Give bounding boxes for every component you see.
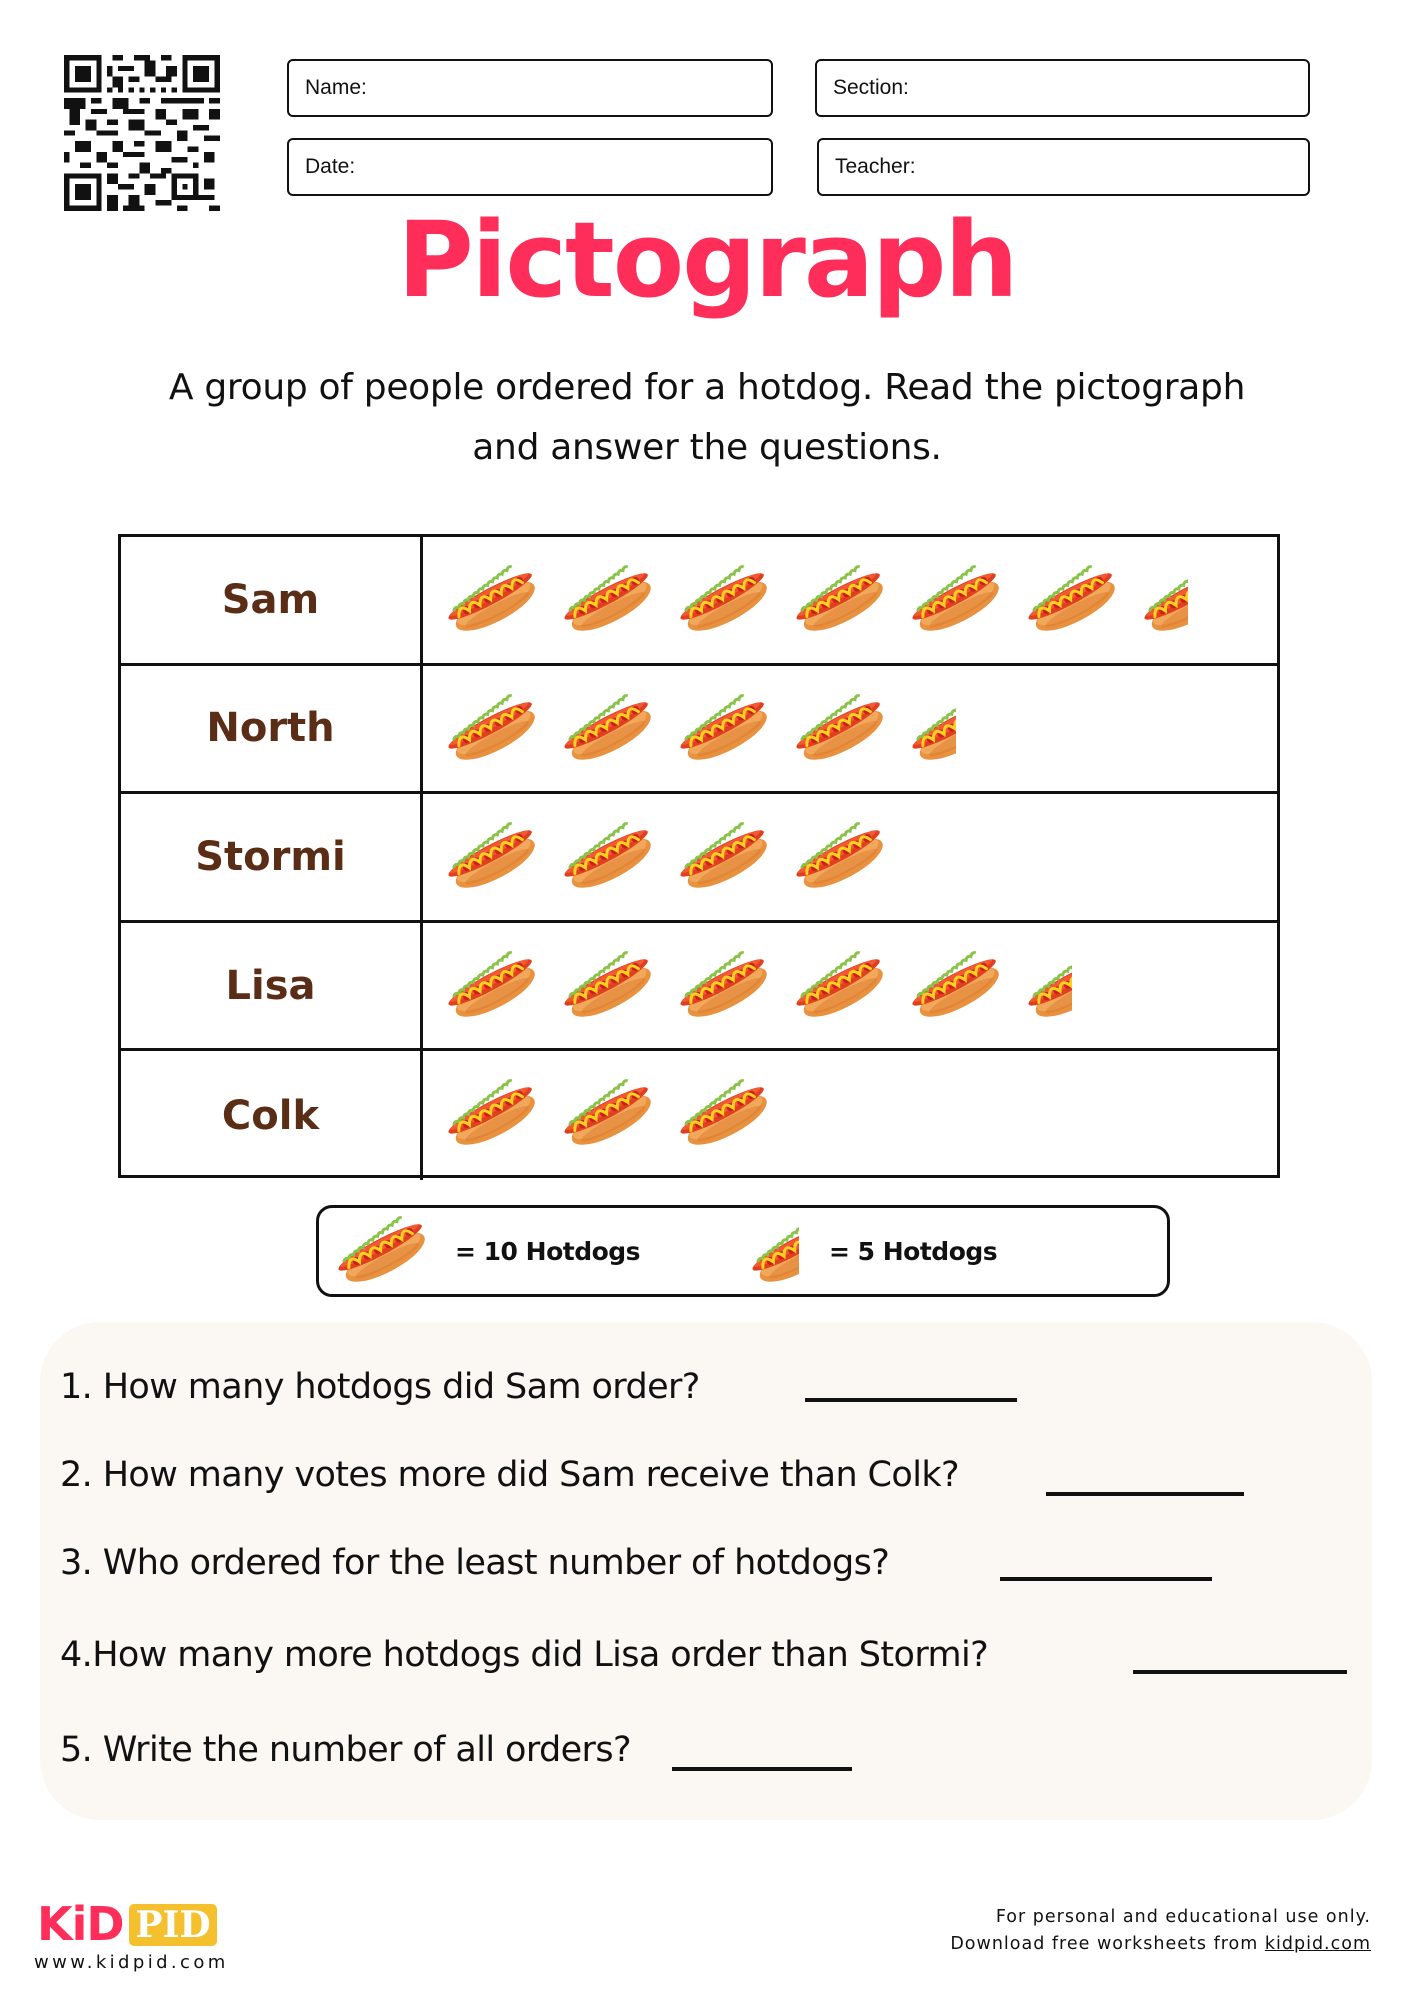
hotdog-icon [559, 947, 657, 1025]
logo-kid-text: KiD [37, 1897, 124, 1951]
hotdog-icon [559, 690, 657, 768]
hotdog-icon [791, 818, 889, 896]
pictograph-row-lisa [121, 923, 1277, 1052]
pictograph-row-colk [121, 1051, 1277, 1180]
hotdog-icon [791, 561, 889, 639]
date-field[interactable] [287, 138, 773, 196]
teacher-label: Teacher: [835, 155, 916, 178]
question-2: 2. How many votes more did Sam receive than Colk? [60, 1455, 959, 1495]
question-4: 4.How many more hotdogs did Lisa order than Stormi? [60, 1635, 989, 1675]
footer-note-line-2 [950, 1931, 1371, 1958]
hotdog-icon [443, 690, 541, 768]
qr-code [64, 55, 220, 211]
name-label: Name: [305, 76, 367, 99]
name-field[interactable] [287, 59, 773, 117]
question-1: 1. How many hotdogs did Sam order? [60, 1367, 700, 1407]
hotdog-icon [443, 1075, 541, 1153]
teacher-field[interactable] [817, 138, 1310, 196]
section-label: Section: [833, 76, 909, 99]
page-title: Pictograph [397, 199, 1017, 321]
hotdog-icon [443, 947, 541, 1025]
instructions-line-2: and answer the questions. [472, 427, 942, 468]
hotdog-icon [443, 561, 541, 639]
key-full-label: = 10 Hotdogs [455, 1236, 641, 1266]
answer-line-5[interactable] [672, 1767, 852, 1771]
footer-note [950, 1904, 1371, 1958]
answer-line-3[interactable] [1000, 1577, 1212, 1581]
site-url[interactable]: www.kidpid.com [34, 1952, 229, 1973]
row-icons [423, 537, 1277, 663]
hotdog-icon [333, 1212, 431, 1290]
hotdog-icon [443, 818, 541, 896]
question-5: 5. Write the number of all orders? [60, 1730, 631, 1770]
instructions [100, 358, 1314, 478]
half-hotdog-icon [907, 690, 956, 768]
row-icons [423, 1051, 1277, 1180]
hotdog-icon [907, 947, 1005, 1025]
key-full [333, 1208, 640, 1294]
answer-line-2[interactable] [1046, 1492, 1244, 1496]
row-icons [423, 666, 1277, 792]
footer-note-prefix: Download free worksheets from [950, 1934, 1265, 1954]
pictograph-table [118, 534, 1280, 1178]
kidpid-logo [37, 1897, 217, 1951]
row-label: Stormi [121, 794, 423, 920]
answer-line-4[interactable] [1133, 1670, 1347, 1674]
hotdog-icon [1023, 561, 1121, 639]
half-hotdog-icon [1023, 947, 1072, 1025]
pictograph-row-stormi [121, 794, 1277, 923]
row-label: Sam [121, 537, 423, 663]
instructions-line-1: A group of people ordered for a hotdog. Read the pictograph [168, 367, 1246, 408]
half-hotdog-icon [747, 1212, 799, 1290]
question-3: 3. Who ordered for the least number of hotdogs? [60, 1543, 890, 1583]
hotdog-icon [559, 561, 657, 639]
date-label: Date: [305, 155, 356, 178]
answer-line-1[interactable] [805, 1398, 1017, 1402]
hotdog-icon [675, 947, 773, 1025]
pictograph-row-north [121, 666, 1277, 795]
hotdog-icon [791, 947, 889, 1025]
hotdog-icon [675, 1075, 773, 1153]
hotdog-icon [559, 1075, 657, 1153]
row-label: North [121, 666, 423, 792]
hotdog-icon [907, 561, 1005, 639]
hotdog-icon [675, 690, 773, 768]
hotdog-icon [791, 690, 889, 768]
hotdog-icon [559, 818, 657, 896]
row-label: Colk [121, 1051, 423, 1180]
key-half [747, 1208, 997, 1294]
logo-pid-badge: PID [129, 1904, 217, 1946]
half-hotdog-icon [1139, 561, 1188, 639]
row-icons [423, 923, 1277, 1049]
footer-link[interactable]: kidpid.com [1264, 1934, 1371, 1954]
pictograph-key [316, 1205, 1170, 1297]
key-half-label: = 5 Hotdogs [829, 1236, 998, 1266]
section-field[interactable] [815, 59, 1310, 117]
hotdog-icon [675, 561, 773, 639]
footer-note-line-1: For personal and educational use only. [995, 1907, 1371, 1927]
pictograph-row-sam [121, 537, 1277, 666]
row-label: Lisa [121, 923, 423, 1049]
row-icons [423, 794, 1277, 920]
hotdog-icon [675, 818, 773, 896]
